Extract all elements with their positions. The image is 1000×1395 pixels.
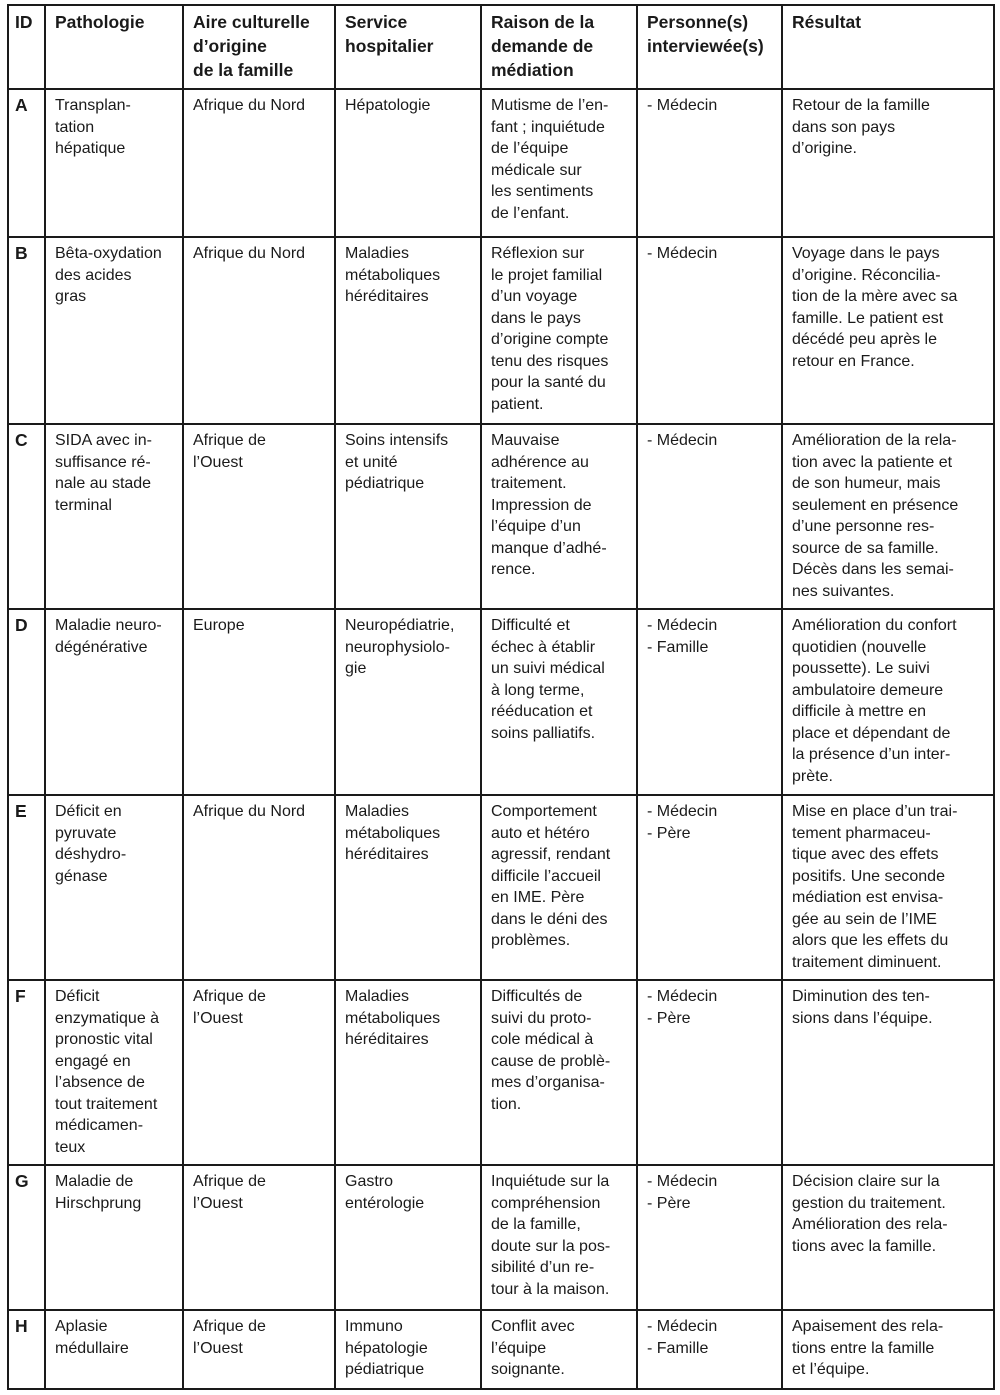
service-cell: Hépatologie — [335, 89, 481, 237]
personnes-cell: - Médecin - Père — [637, 795, 782, 980]
table-row — [8, 237, 994, 424]
pathologie-cell: Bêta-oxydation des acides gras — [45, 237, 183, 424]
raison-cell: Difficulté et échec à établir un suivi médical à long terme, rééducation et soins palliatifs. — [481, 609, 637, 795]
resultat-cell: Retour de la famille dans son pays d’origine. — [782, 89, 994, 237]
pathologie-cell: Déficit enzymatique à pronostic vital engagé en l’absence de tout traitement médicamen- teux — [45, 980, 183, 1165]
header-id: ID — [8, 5, 45, 89]
pathologie-cell: Déficit en pyruvate déshydro- génase — [45, 795, 183, 980]
pathologie-cell: SIDA avec in- suffisance ré- nale au stade terminal — [45, 424, 183, 609]
row-id: B — [8, 237, 45, 424]
raison-cell: Inquiétude sur la compréhension de la famille, doute sur la pos- sibilité d’un re- tour à la maison. — [481, 1165, 637, 1310]
raison-cell: Comportement auto et hétéro agressif, rendant difficile l’accueil en IME. Père dans le déni des problèmes. — [481, 795, 637, 980]
aire-culturelle-cell: Afrique du Nord — [183, 89, 335, 237]
raison-cell: Conflit avec l’équipe soignante. — [481, 1310, 637, 1389]
service-cell: Immuno hépatologie pédiatrique — [335, 1310, 481, 1389]
table-row — [8, 1165, 994, 1310]
row-id: G — [8, 1165, 45, 1310]
raison-cell: Mutisme de l’en- fant ; inquiétude de l’équipe médicale sur les sentiments de l’enfant. — [481, 89, 637, 237]
personnes-cell: - Médecin — [637, 424, 782, 609]
service-cell: Soins intensifs et unité pédiatrique — [335, 424, 481, 609]
service-cell: Gastro entérologie — [335, 1165, 481, 1310]
aire-culturelle-cell: Afrique du Nord — [183, 237, 335, 424]
header-personnes: Personne(s) interviewée(s) — [637, 5, 782, 89]
row-id: E — [8, 795, 45, 980]
header-pathologie: Pathologie — [45, 5, 183, 89]
resultat-cell: Voyage dans le pays d’origine. Réconcilia- tion de la mère avec sa famille. Le patient est décédé peu après le retour en France. — [782, 237, 994, 424]
personnes-cell: - Médecin - Famille — [637, 1310, 782, 1389]
raison-cell: Réflexion sur le projet familial d’un voyage dans le pays d’origine compte tenu des risques pour la santé du patient. — [481, 237, 637, 424]
resultat-cell: Amélioration de la rela- tion avec la patiente et de son humeur, mais seulement en présence d’une personne res- source de sa famille. Décès dans les semai- nes suivantes. — [782, 424, 994, 609]
resultat-cell: Apaisement des rela- tions entre la famille et l’équipe. — [782, 1310, 994, 1389]
row-id: H — [8, 1310, 45, 1389]
aire-culturelle-cell: Afrique de l’Ouest — [183, 980, 335, 1165]
row-id: F — [8, 980, 45, 1165]
service-cell: Maladies métaboliques héréditaires — [335, 795, 481, 980]
mediation-table — [7, 4, 995, 1390]
resultat-cell: Diminution des ten- sions dans l’équipe. — [782, 980, 994, 1165]
header-raison: Raison de la demande de médiation — [481, 5, 637, 89]
aire-culturelle-cell: Europe — [183, 609, 335, 795]
row-id: A — [8, 89, 45, 237]
table-row — [8, 89, 994, 237]
personnes-cell: - Médecin — [637, 237, 782, 424]
pathologie-cell: Transplan- tation hépatique — [45, 89, 183, 237]
table-row — [8, 980, 994, 1165]
table-row — [8, 1310, 994, 1389]
service-cell: Maladies métaboliques héréditaires — [335, 980, 481, 1165]
row-id: D — [8, 609, 45, 795]
pathologie-cell: Maladie de Hirschprung — [45, 1165, 183, 1310]
aire-culturelle-cell: Afrique du Nord — [183, 795, 335, 980]
aire-culturelle-cell: Afrique de l’Ouest — [183, 1165, 335, 1310]
header-row — [8, 5, 994, 89]
header-service: Service hospitalier — [335, 5, 481, 89]
personnes-cell: - Médecin - Père — [637, 980, 782, 1165]
resultat-cell: Amélioration du confort quotidien (nouvelle poussette). Le suivi ambulatoire demeure difficile à mettre en place et dépendant de la présence d’un inter- prète. — [782, 609, 994, 795]
service-cell: Maladies métaboliques héréditaires — [335, 237, 481, 424]
table-row — [8, 795, 994, 980]
raison-cell: Difficultés de suivi du proto- cole médical à cause de problè- mes d’organisa- tion. — [481, 980, 637, 1165]
personnes-cell: - Médecin - Famille — [637, 609, 782, 795]
pathologie-cell: Maladie neuro- dégénérative — [45, 609, 183, 795]
aire-culturelle-cell: Afrique de l’Ouest — [183, 424, 335, 609]
personnes-cell: - Médecin — [637, 89, 782, 237]
resultat-cell: Mise en place d’un trai- tement pharmaceu- tique avec des effets positifs. Une seconde médiation est envisa- gée au sein de l’IME alors que les effets du traitement diminuent. — [782, 795, 994, 980]
pathologie-cell: Aplasie médullaire — [45, 1310, 183, 1389]
resultat-cell: Décision claire sur la gestion du traitement. Amélioration des rela- tions avec la famille. — [782, 1165, 994, 1310]
raison-cell: Mauvaise adhérence au traitement. Impression de l’équipe d’un manque d’adhé- rence. — [481, 424, 637, 609]
row-id: C — [8, 424, 45, 609]
table-row — [8, 424, 994, 609]
aire-culturelle-cell: Afrique de l’Ouest — [183, 1310, 335, 1389]
personnes-cell: - Médecin - Père — [637, 1165, 782, 1310]
header-aire-culturelle: Aire culturelle d’origine de la famille — [183, 5, 335, 89]
table-row — [8, 609, 994, 795]
header-resultat: Résultat — [782, 5, 994, 89]
service-cell: Neuropédiatrie, neurophysiolo- gie — [335, 609, 481, 795]
